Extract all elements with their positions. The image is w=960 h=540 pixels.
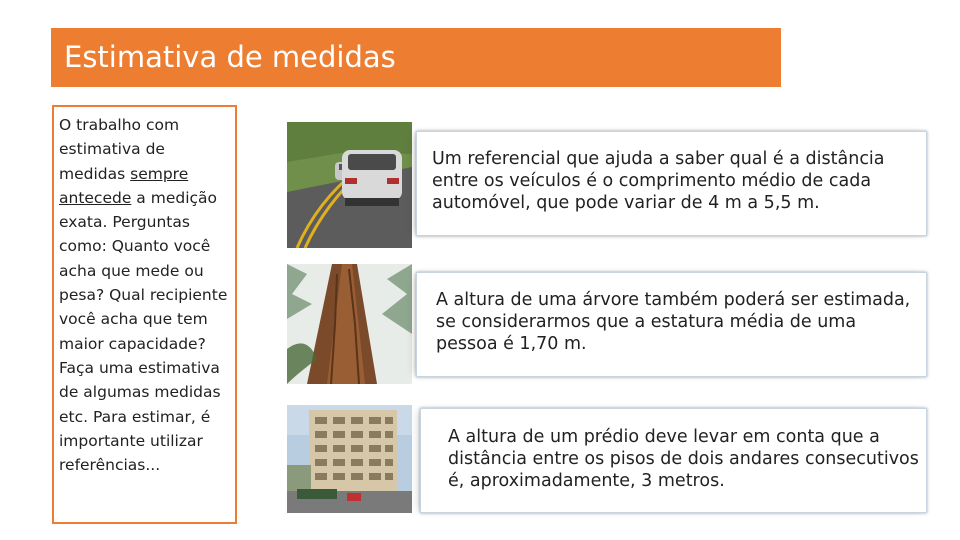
- info-text-tree: A altura de uma árvore também poderá ser estimada, se considerarmos que a estatura média de uma pessoa é 1,70 m.: [436, 290, 911, 354]
- tree-trunk-photo: [287, 264, 412, 384]
- info-text-building: A altura de um prédio deve levar em conta que a distância entre os pisos de dois andares consecutivos é, aproximadamente, 3 metros.: [448, 427, 919, 491]
- building-photo: [287, 405, 412, 513]
- info-text-vehicles: Um referencial que ajuda a saber qual é a distância entre os veículos é o comprimento médio de cada automóvel, que pode variar de 4 m a 5,5 m.: [432, 149, 885, 213]
- intro-text-underlined-sempre: sempre: [130, 164, 189, 183]
- slide-title: Estimativa de medidas: [64, 40, 396, 74]
- info-box-building: [420, 408, 927, 513]
- intro-text-underlined-antecede: antecede: [59, 188, 132, 207]
- intro-text-box: [52, 105, 237, 524]
- intro-text-part2: a medição exata. Perguntas como: Quanto você acha que mede ou pesa? Qual recipiente você acha que tem maior capacidade? Faça uma estimativa de algumas medidas etc. Para estimar, é importante utilizar referências...: [59, 188, 228, 475]
- cars-on-road-photo: [287, 122, 412, 248]
- info-box-tree: [416, 272, 927, 377]
- intro-text-part1: O trabalho com estimativa de medidas: [59, 116, 180, 183]
- slide-title-bar: [51, 28, 781, 87]
- info-box-vehicles: [416, 131, 927, 236]
